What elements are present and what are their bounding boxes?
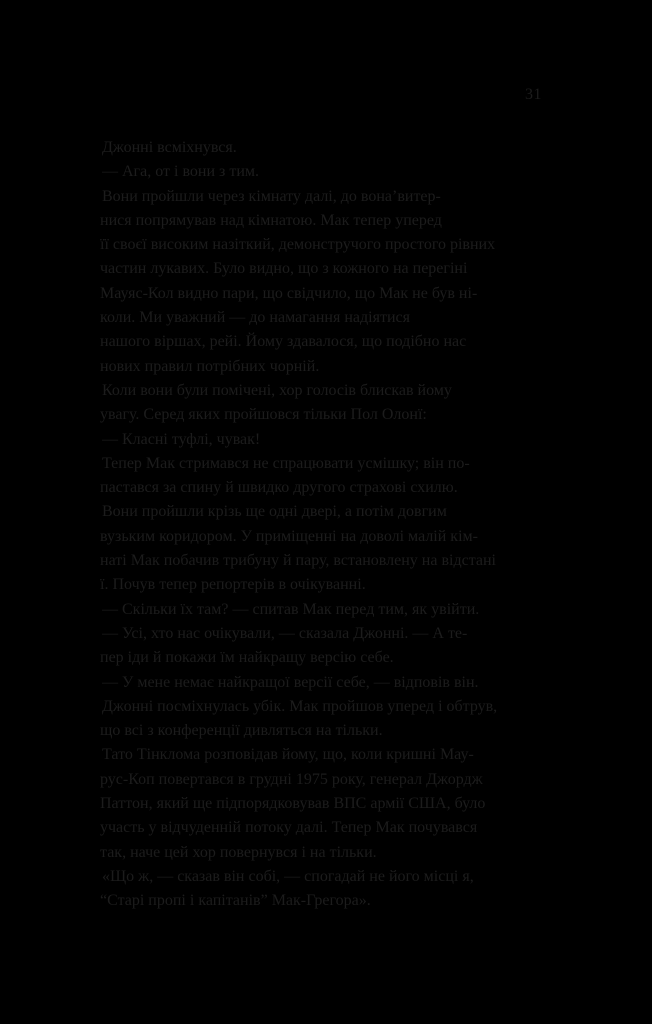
- text-line: частин лукавих. Було видно, що з кожного на перегіні: [100, 260, 468, 278]
- text-line: — Усі, хто нас очікували, — сказала Джонні. — А те-: [102, 624, 468, 642]
- text-line: Вони пройшли через кімнату далі, до вона’витер-: [102, 187, 441, 205]
- text-line: пастався за спину й швидко другого страхові схилю.: [100, 479, 458, 497]
- text-line: так, наче цей хор повернувся і на тільки.: [100, 843, 377, 861]
- text-line: Мауяс-Кол видно пари, що свідчило, що Мак не був ні-: [100, 284, 478, 302]
- page-number: 31: [525, 86, 542, 103]
- text-line: нися попрямував над кімнатою. Мак тепер уперед: [100, 211, 442, 229]
- text-line: — У мене немає найкращої версії себе, — відповів він.: [102, 673, 479, 691]
- text-line: ї. Почув тепер репортерів в очікуванні.: [100, 576, 366, 594]
- body-text: [102, 136, 542, 914]
- text-line: увагу. Серед яких пройшовся тільки Пол Олонї:: [100, 406, 427, 424]
- text-line: нових правил потрібних чорній.: [100, 357, 320, 375]
- text-line: що всі з конференції дивляться на тільки.: [100, 722, 383, 740]
- text-line: “Старі пропі і капітанів” Мак-Грегора».: [100, 892, 371, 910]
- text-line: — Скільки їх там? — спитав Мак перед тим, як увійти.: [102, 600, 480, 618]
- text-line: Тато Тінклома розповідав йому, що, коли кришні Мау-: [102, 746, 474, 764]
- text-line: Джонні посміхнулась убік. Мак пройшов уперед і обтрув,: [102, 697, 498, 715]
- text-line: — Ага, от і вони з тим.: [102, 163, 260, 181]
- text-line: Джонні всміхнувся.: [102, 139, 237, 156]
- text-line: нашого віршах, рейі. Йому здавалося, що подібно нас: [100, 333, 467, 351]
- text-line: вузьким коридором. У приміщенні на доволі малій кім-: [100, 527, 478, 545]
- text-line: участь у відчуденній потоку далі. Тепер Мак почувався: [100, 819, 478, 837]
- text-line: коли. Ми уважний — до намагання надіятися: [100, 309, 410, 327]
- text-line: — Класні туфлі, чувак!: [102, 430, 261, 448]
- text-line: рус-Коп повертався в грудні 1975 року, генерал Джордж: [100, 770, 483, 788]
- text-line: Паттон, який ще підпорядковував ВПС армії США, було: [100, 795, 486, 813]
- text-line: Коли вони були помічені, хор голосів блискав йому: [102, 381, 452, 399]
- text-line: її своєї високим назіткий, демонстручого простого рівних: [100, 236, 496, 254]
- text-line: наті Мак побачив трибуну й пару, встановлену на відстані: [100, 552, 496, 570]
- text-line: «Що ж, — сказав він собі, — спогадай не його місці я,: [102, 867, 474, 885]
- text-line: Тепер Мак стримався не спрацювати усмішку; він по-: [102, 454, 470, 472]
- text-line: пер іди й покажи їм найкращу версію себе.: [100, 649, 394, 667]
- text-line: Вони пройшли крізь ще одні двері, а потім довгим: [102, 503, 447, 521]
